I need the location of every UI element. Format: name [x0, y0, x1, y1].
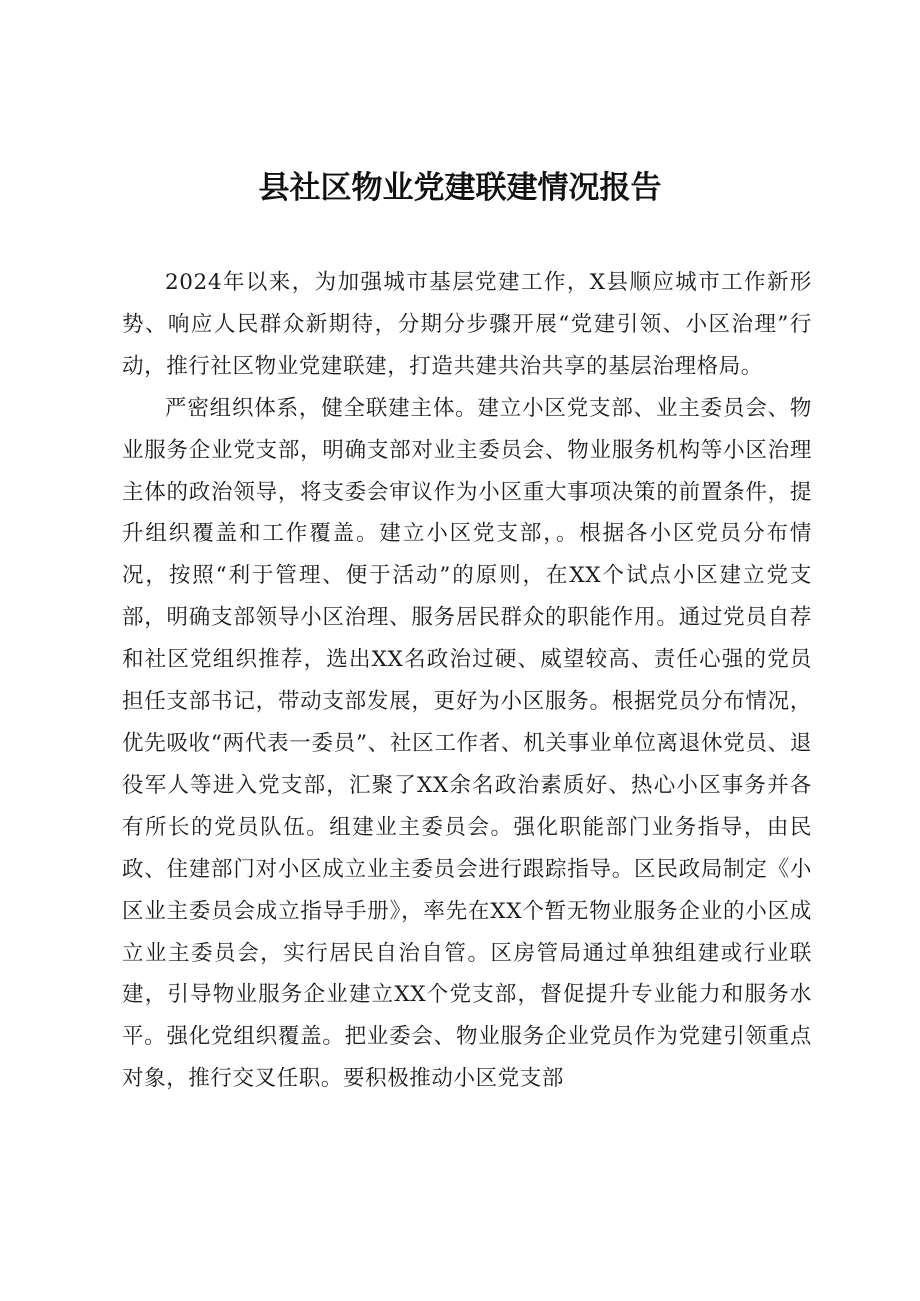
- paragraph-organization-system: 严密组织体系，健全联建主体。建立小区党支部、业主委员会、物业服务企业党支部，明确支部对业主委员会、物业服务机构等小区治理主体的政治领导，将支委会审议作为小区重大事项决策的前置条件，提升组织覆盖和工作覆盖。建立小区党支部，。根据各小区党员分布情况，按照“利于管理、便于活动”的原则，在XX个试点小区建立党支部，明确支部领导小区治理、服务居民群众的职能作用。通过党员自荐和社区党组织推荐，选出XX名政治过硬、威望较高、责任心强的党员担任支部书记，带动支部发展，更好为小区服务。根据党员分布情况，优先吸收“两代表一委员”、社区工作者、机关事业单位离退休党员、退役军人等进入党支部，汇聚了XX余名政治素质好、热心小区事务并各有所长的党员队伍。组建业主委员会。强化职能部门业务指导，由民政、住建部门对小区成立业主委员会进行跟踪指导。区民政局制定《小区业主委员会成立指导手册》，率先在XX个暂无物业服务企业的小区成立业主委员会，实行居民自治自管。区房管局通过单独组建或行业联建，引导物业服务企业建立XX个党支部，督促提升专业能力和服务水平。强化党组织覆盖。把业委会、物业服务企业党员作为党建引领重点对象，推行交叉任职。要积极推动小区党支部: [122, 395, 812, 1092]
- paragraph-intro: 2024年以来，为加强城市基层党建工作，X县顺应城市工作新形势、响应人民群众新期待，分期分步骤开展“党建引领、小区治理”行动，推行社区物业党建联建，打造共建共治共享的基层治理格局。: [122, 270, 812, 379]
- document-title: 县社区物业党建联建情况报告: [258, 170, 662, 206]
- document-body: [122, 262, 812, 1100]
